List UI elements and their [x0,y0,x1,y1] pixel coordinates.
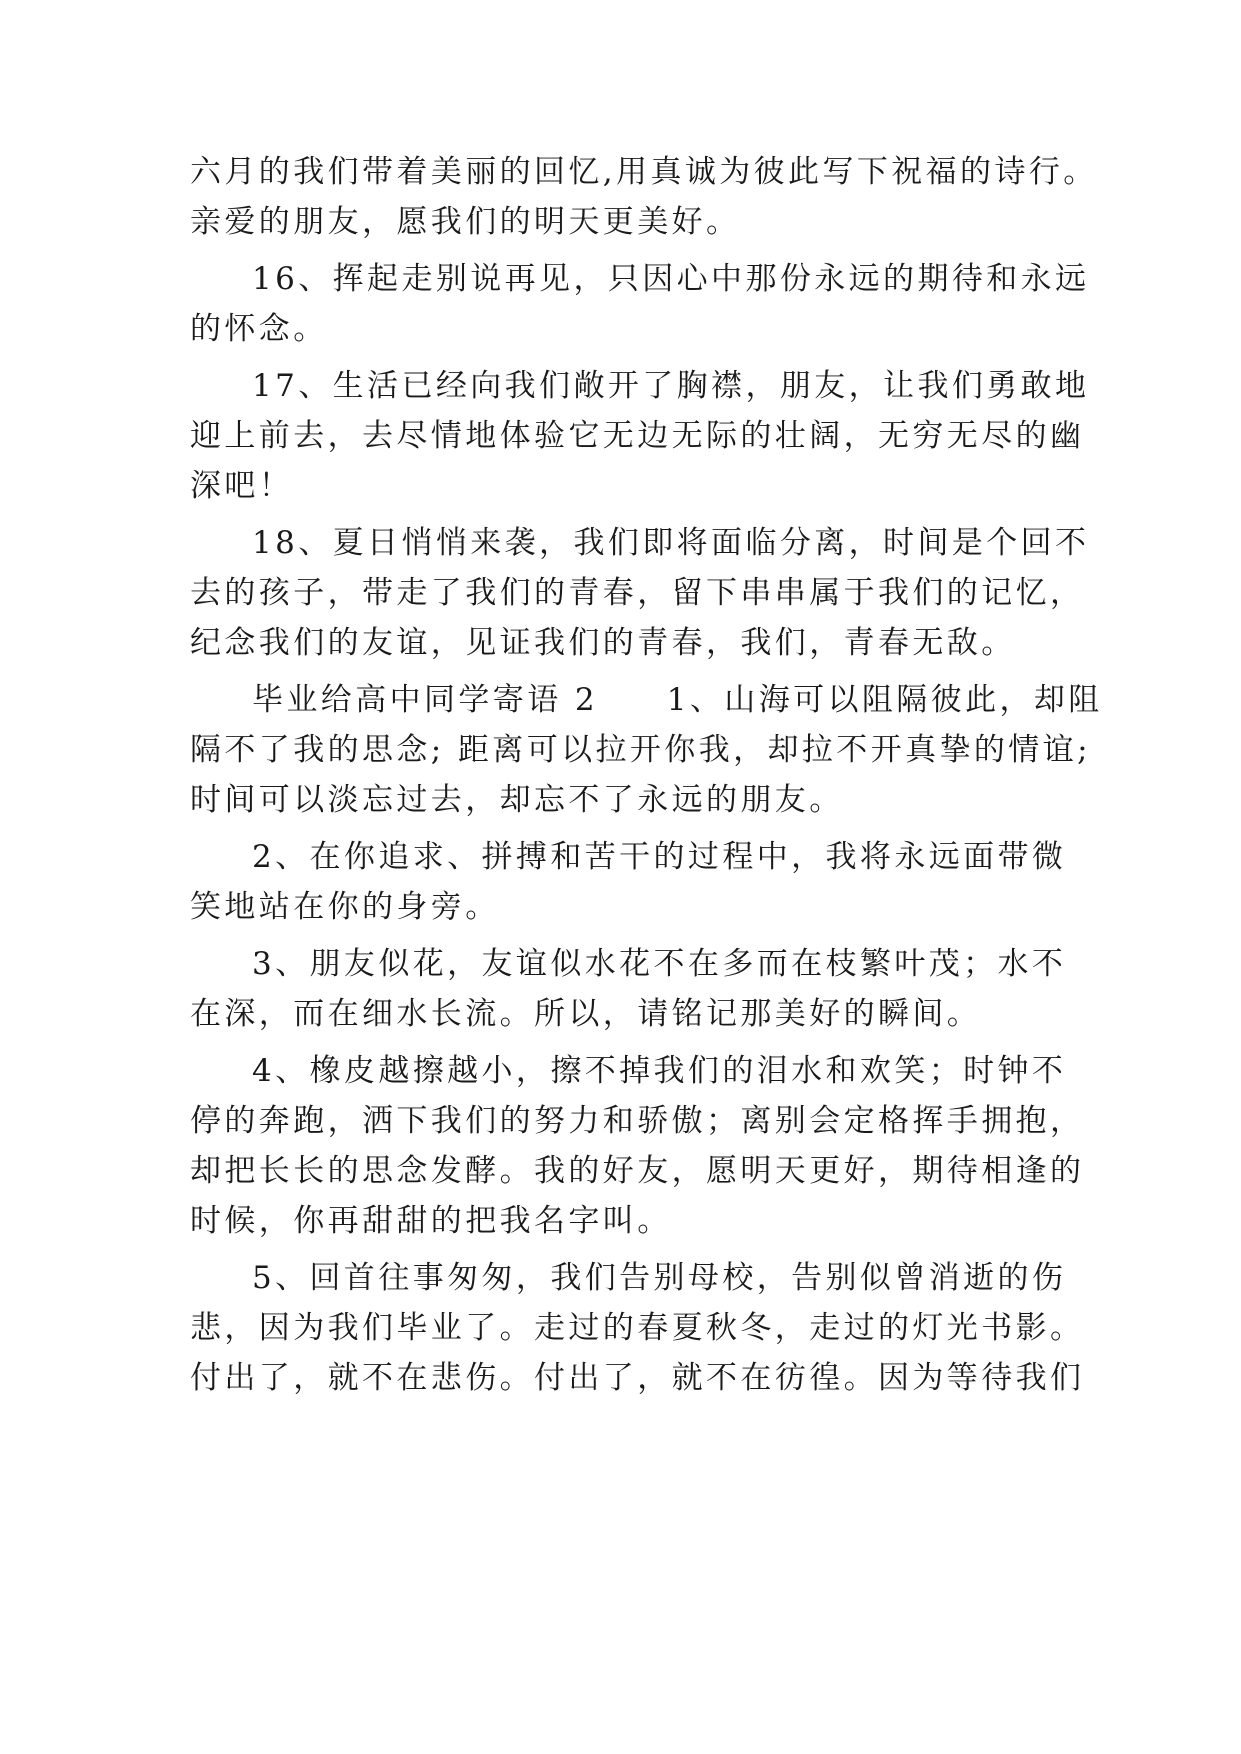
text-line: 去的孩子，带走了我们的青春，留下串串属于我们的记忆， [190,575,1085,611]
text-line: 却把长长的思念发酵。我的好友，愿明天更好，期待相逢的 [190,1153,1085,1189]
text-line: 时间可以淡忘过去，却忘不了永远的朋友。 [190,782,844,818]
text-line: 纪念我们的友谊，见证我们的青春，我们，青春无敌。 [190,625,1016,661]
text-line: 隔不了我的思念; 距离可以拉开你我，却拉不开真挚的情谊; [190,732,1091,768]
text-line: 迎上前去，去尽情地体验它无边无际的壮阔，无穷无尽的幽 [190,418,1085,454]
text-line: 停的奔跑，洒下我们的努力和骄傲；离别会定格挥手拥抱， [190,1103,1085,1139]
text-line: 的怀念。 [190,311,328,347]
paragraph-17-line: 17、生活已经向我们敞开了胸襟，朋友，让我们勇敢地 [252,368,1090,404]
paragraph-4-line: 4、橡皮越擦越小，擦不掉我们的泪水和欢笑；时钟不 [252,1053,1067,1089]
paragraph-2-line: 2、在你追求、拼搏和苦干的过程中，我将永远面带微 [252,839,1067,875]
text-line: 付出了，就不在悲伤。付出了，就不在彷徨。因为等待我们 [190,1360,1085,1396]
paragraph-5-line: 5、回首往事匆匆，我们告别母校，告别似曾消逝的伤 [252,1260,1067,1296]
text-line: 时候，你再甜甜的把我名字叫。 [190,1203,672,1239]
text-line: 六月的我们带着美丽的回忆,用真诚为彼此写下祝福的诗行。 [190,154,1098,190]
text-line: 笑地站在你的身旁。 [190,889,500,925]
text-line: 深吧！ [190,468,294,504]
text-line: 在深，而在细水长流。所以，请铭记那美好的瞬间。 [190,996,982,1032]
paragraph-16-line: 16、挥起走别说再见，只因心中那份永远的期待和永远 [252,261,1090,297]
section-heading-line: 毕业给高中同学寄语 2 1、山海可以阻隔彼此，却阻 [252,682,1103,718]
paragraph-18-line: 18、夏日悄悄来袭，我们即将面临分离，时间是个回不 [252,525,1090,561]
paragraph-3-line: 3、朋友似花，友谊似水花不在多而在枝繁叶茂；水不 [252,946,1067,982]
text-line: 亲爱的朋友，愿我们的明天更美好。 [190,204,741,240]
text-line: 悲，因为我们毕业了。走过的春夏秋冬，走过的灯光书影。 [190,1310,1085,1346]
